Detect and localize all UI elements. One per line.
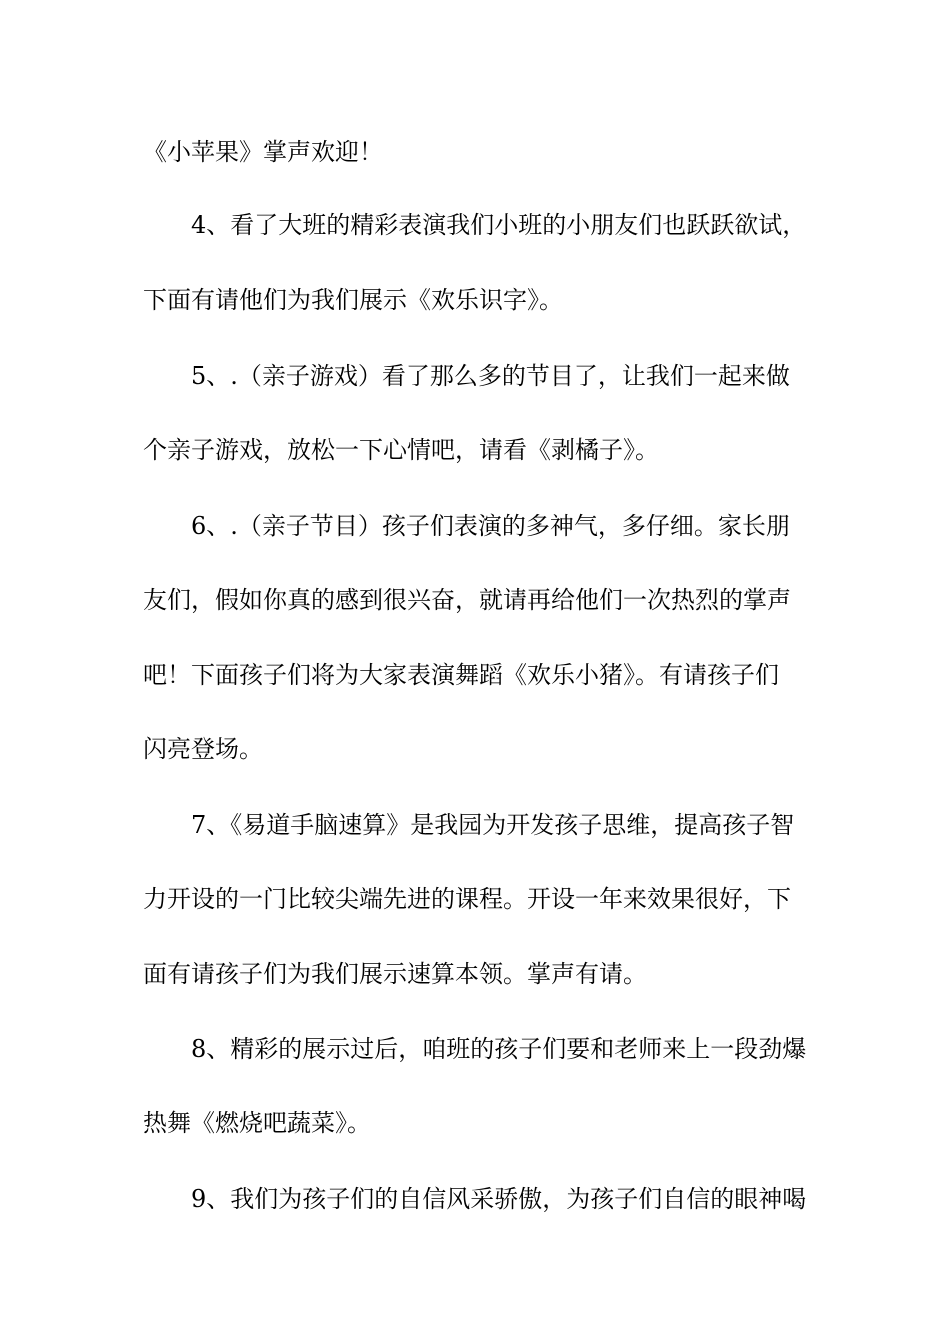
text-line: 友们，假如你真的感到很兴奋，就请再给他们一次热烈的掌声 xyxy=(143,586,791,614)
text-line: 7、《易道手脑速算》是我园为开发孩子思维，提高孩子智 xyxy=(191,811,795,839)
text-line: 力开设的一门比较尖端先进的课程。开设一年来效果很好，下 xyxy=(143,885,791,913)
text-line: 面有请孩子们为我们展示速算本领。掌声有请。 xyxy=(143,960,647,988)
text-line: 个亲子游戏，放松一下心情吧，请看《剥橘子》。 xyxy=(143,436,659,464)
text-line: 8、精彩的展示过后，咱班的孩子们要和老师来上一段劲爆 xyxy=(191,1035,807,1063)
text-line: 下面有请他们为我们展示《欢乐识字》。 xyxy=(143,286,563,314)
text-line: 5、.（亲子游戏）看了那么多的节目了，让我们一起来做 xyxy=(191,362,790,390)
text-line: 热舞《燃烧吧蔬菜》。 xyxy=(143,1109,371,1137)
text-line: 《小苹果》掌声欢迎！ xyxy=(143,138,383,166)
text-line: 6、.（亲子节目）孩子们表演的多神气，多仔细。家长朋 xyxy=(191,512,790,540)
text-line: 9、我们为孩子们的自信风采骄傲，为孩子们自信的眼神喝 xyxy=(191,1185,807,1213)
text-line: 吧！下面孩子们将为大家表演舞蹈《欢乐小猪》。有请孩子们 xyxy=(143,661,779,689)
text-line: 闪亮登场。 xyxy=(143,735,263,763)
text-line: 4、看了大班的精彩表演我们小班的小朋友们也跃跃欲试， xyxy=(191,211,807,239)
